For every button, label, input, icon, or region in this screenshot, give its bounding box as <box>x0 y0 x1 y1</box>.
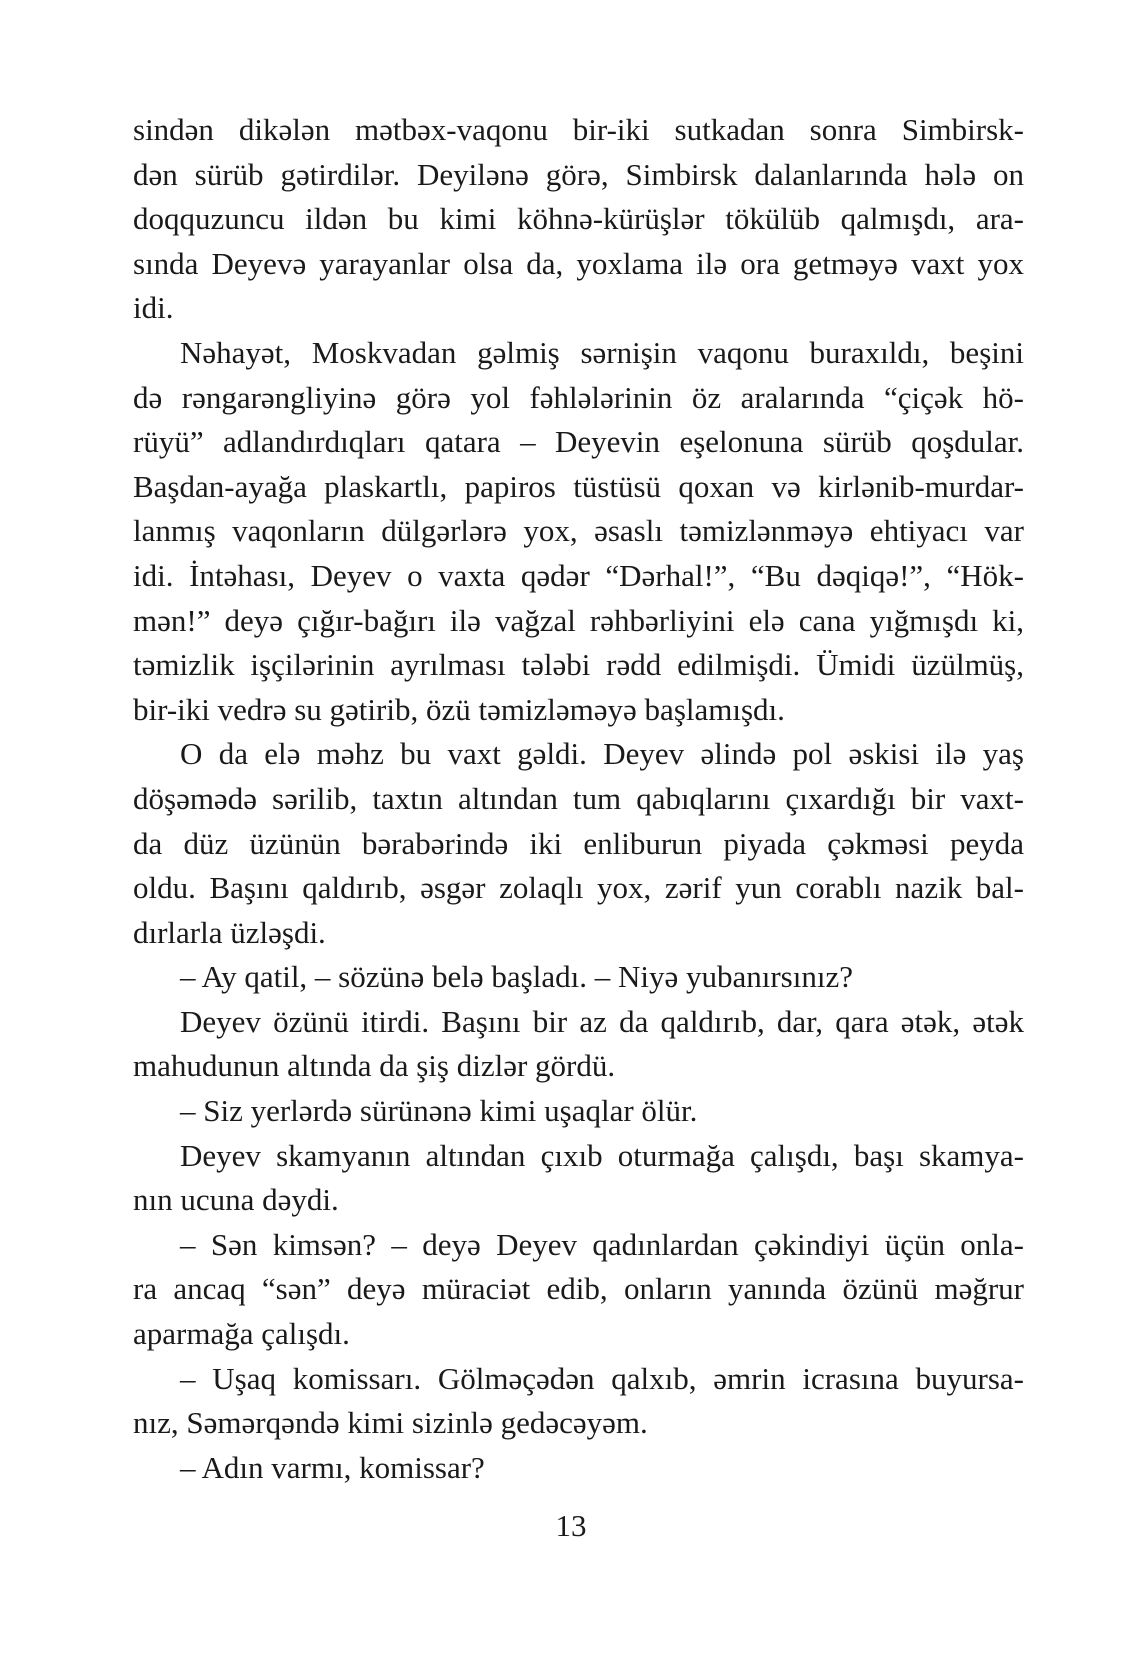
text-line: da düz üzünün bərabərində iki enliburun piyada çəkməsi peyda <box>133 825 1024 861</box>
text-line: mahudunun altında da şiş dizlər gördü. <box>133 1048 616 1084</box>
text-line: – Sən kimsən? – deyə Deyev qadınlardan çəkindiyi üçün onla- <box>180 1226 1024 1262</box>
text-line: dırlarla üzləşdi. <box>133 914 326 950</box>
text-line: Nəhayət, Moskvadan gəlmiş sərnişin vaqonu buraxıldı, beşini <box>180 334 1024 370</box>
text-line: idi. İntəhası, Deyev o vaxta qədər “Dərhal!”, “Bu dəqiqə!”, “Hök- <box>133 557 1024 593</box>
text-line: rüyü” adlandırdıqları qatara – Deyevin eşelonuna sürüb qoşdular. <box>133 424 1024 460</box>
text-line: döşəmədə sərilib, taxtın altından tum qabıqlarını çıxardığı bir vaxt- <box>133 780 1024 816</box>
text-line: ra ancaq “sən” deyə müraciət edib, onların yanında özünü məğrur <box>133 1271 1024 1307</box>
text-line: O da elə məhz bu vaxt gəldi. Deyev əlində pol əskisi ilə yaş <box>180 736 1024 772</box>
text-line: Başdan-ayağa plaskartlı, papiros tüstüsü qoxan və kirlənib-murdar- <box>133 468 1024 504</box>
text-line: Deyev özünü itirdi. Başını bir az da qaldırıb, dar, qara ətək, ətək <box>180 1003 1024 1039</box>
page-number: 13 <box>555 1508 587 1543</box>
text-line: – Ay qatil, – sözünə belə başladı. – Niyə yubanırsınız? <box>180 959 853 995</box>
text-line: – Adın varmı, komissar? <box>180 1449 485 1485</box>
text-line: mən!” deyə çığır-bağırı ilə vağzal rəhbərliyini elə cana yığmışdı ki, <box>133 602 1024 638</box>
text-line: sindən dikələn mətbəx-vaqonu bir-iki sutkadan sonra Simbirsk- <box>133 112 1024 147</box>
text-line: nız, Səmərqəndə kimi sizinlə gedəcəyəm. <box>133 1405 648 1441</box>
text-line: – Uşaq komissarı. Gölməçədən qalxıb, əmrin icrasına buyursa- <box>180 1360 1024 1396</box>
text-line: təmizlik işçilərinin ayrılması tələbi rədd edilmişdi. Ümidi üzülmüş, <box>133 647 1024 683</box>
text-line: lanmış vaqonların dülgərlərə yox, əsaslı təmizlənməyə ehtiyacı var <box>133 513 1024 549</box>
text-line: sında Deyevə yarayanlar olsa da, yoxlama ilə ora getməyə vaxt yox <box>133 245 1024 281</box>
text-line: bir-iki vedrə su gətirib, özü təmizləməyə başlamışdı. <box>133 691 785 727</box>
text-line: doqquzuncu ildən bu kimi köhnə-kürüşlər tökülüb qalmışdı, ara- <box>133 201 1024 237</box>
text-line: oldu. Başını qaldırıb, əsgər zolaqlı yox, zərif yun corablı nazik bal- <box>133 870 1024 906</box>
text-line: də rəngarəngliyinə görə yol fəhlələrinin öz aralarında “çiçək hö- <box>133 379 1024 415</box>
text-line: dən sürüb gətirdilər. Deyilənə görə, Simbirsk dalanlarında hələ on <box>133 156 1024 192</box>
text-line: aparmağa çalışdı. <box>133 1316 350 1352</box>
text-line: – Siz yerlərdə sürünənə kimi uşaqlar ölür. <box>180 1093 698 1129</box>
text-line: idi. <box>133 290 174 326</box>
text-line: Deyev skamyanın altından çıxıb oturmağa çalışdı, başı skamya- <box>180 1137 1024 1173</box>
body-text <box>133 108 1024 1490</box>
text-line: nın ucuna dəydi. <box>133 1182 339 1218</box>
